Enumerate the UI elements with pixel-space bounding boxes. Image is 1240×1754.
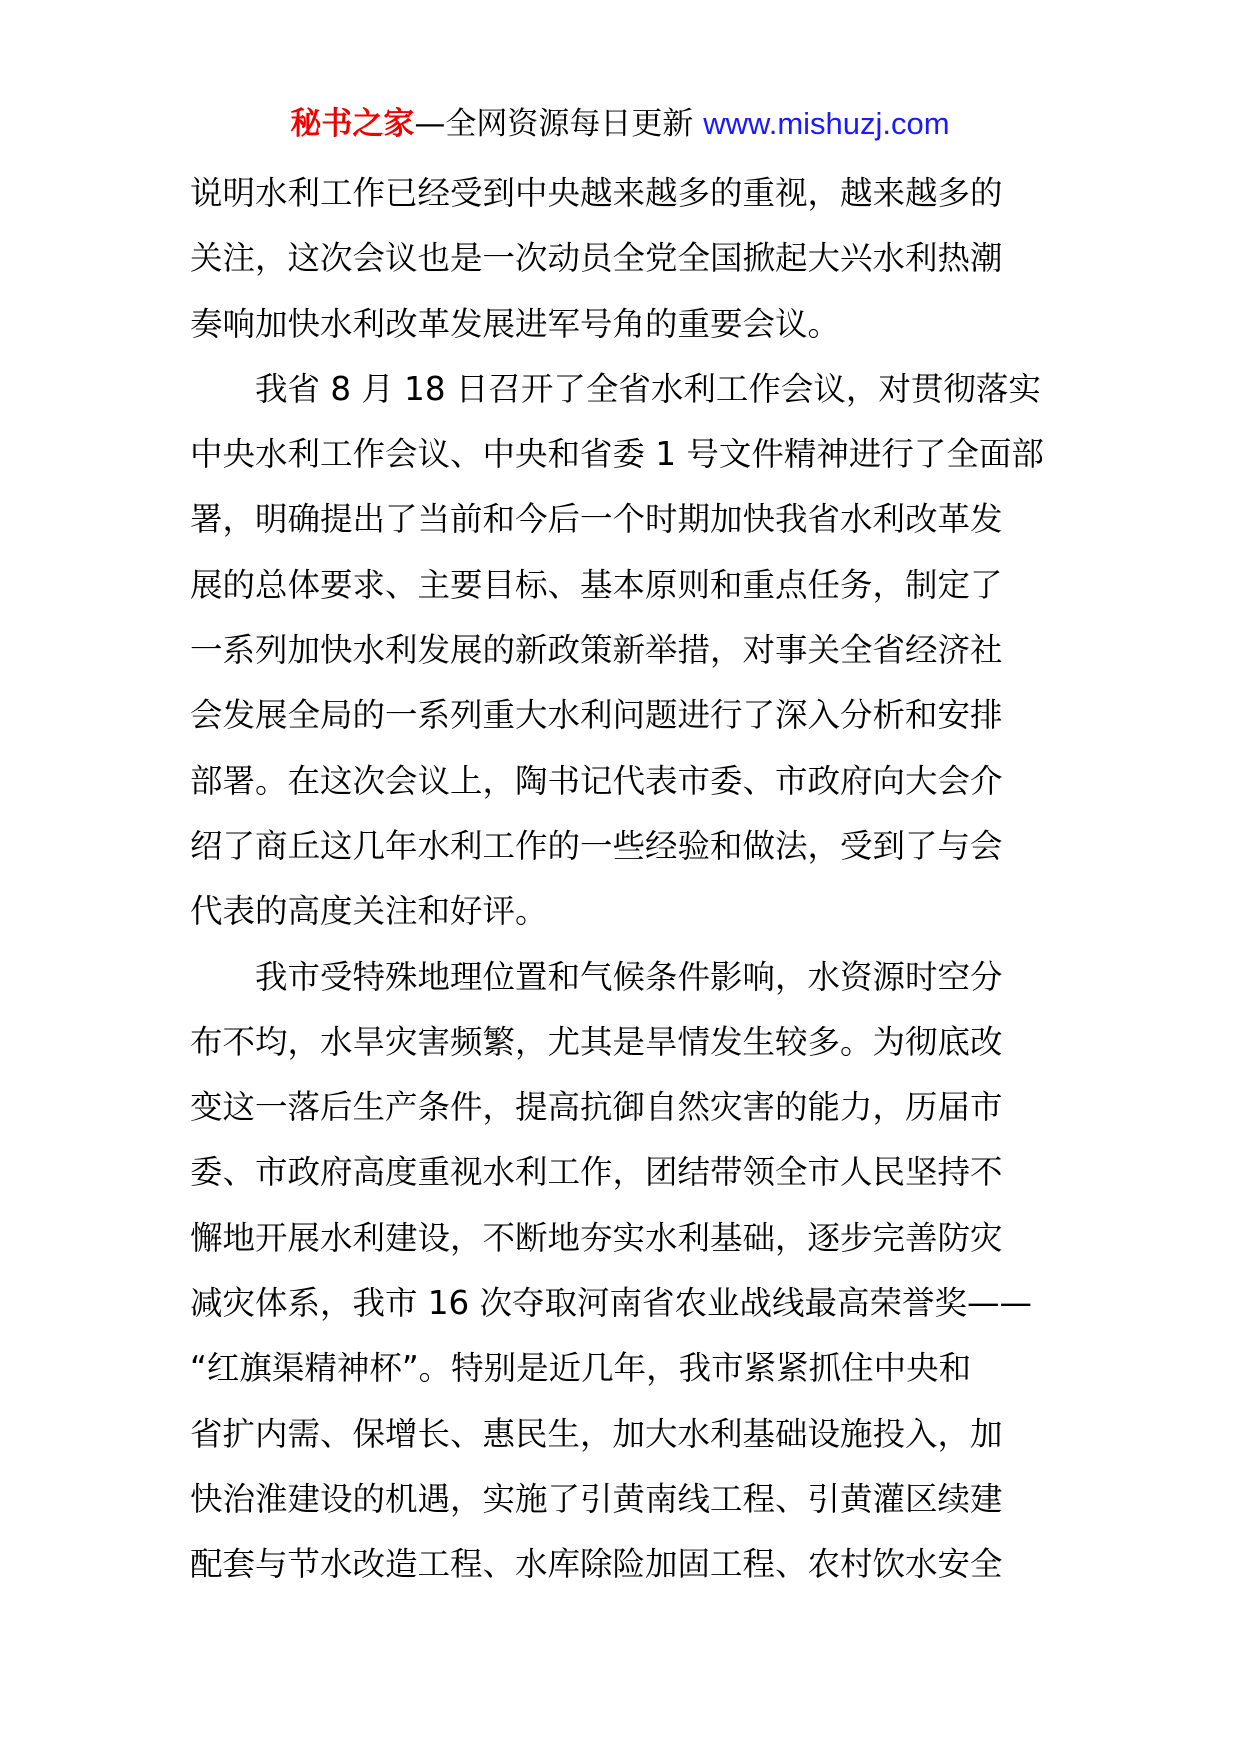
header-tagline: —全网资源每日更新 [414, 106, 694, 142]
text-line: 布不均，水旱灾害频繁，尤其是旱情发生较多。为彻底改 [190, 1022, 1003, 1061]
text-line: 展的总体要求、主要目标、基本原则和重点任务，制定了 [190, 565, 1003, 604]
text-line: 署，明确提出了当前和今后一个时期加快我省水利改革发 [190, 500, 1003, 539]
site-url[interactable]: www.mishuzj.com [703, 106, 950, 141]
document-body [190, 161, 1060, 1598]
text-line: 一系列加快水利发展的新政策新举措，对事关全省经济社 [190, 631, 1003, 670]
text-line: 关注，这次会议也是一次动员全党全国掀起大兴水利热潮 [190, 239, 1003, 278]
text-line: 懈地开展水利建设，不断地夯实水利基础，逐步完善防灾 [190, 1218, 1003, 1257]
text-line: 委、市政府高度重视水利工作，团结带领全市人民坚持不 [190, 1153, 1003, 1192]
text-line: 配套与节水改造工程、水库除险加固工程、农村饮水安全 [190, 1545, 1003, 1584]
paragraph-first-line: 我省 8 月 18 日召开了全省水利工作会议，对贯彻落实 [255, 369, 1041, 408]
page-header [0, 100, 1240, 148]
text-line: 代表的高度关注和好评。 [190, 892, 548, 931]
text-line: 绍了商丘这几年水利工作的一些经验和做法，受到了与会 [190, 826, 1003, 865]
text-line: 中央水利工作会议、中央和省委 1 号文件精神进行了全面部 [190, 435, 1044, 474]
text-line: 说明水利工作已经受到中央越来越多的重视，越来越多的 [190, 174, 1003, 212]
text-line: 变这一落后生产条件，提高抗御自然灾害的能力，历届市 [190, 1088, 1003, 1127]
text-line: 省扩内需、保增长、惠民生，加大水利基础设施投入，加 [190, 1414, 1003, 1453]
brand-name: 秘书之家 [290, 106, 415, 142]
text-line: “红旗渠精神杯”。特别是近几年，我市紧紧抓住中央和 [190, 1349, 972, 1388]
text-line: 减灾体系，我市 16 次夺取河南省农业战线最高荣誉奖—— [190, 1284, 1033, 1323]
text-line: 奏响加快水利改革发展进军号角的重要会议。 [190, 304, 841, 343]
text-line: 快治淮建设的机遇，实施了引黄南线工程、引黄灌区续建 [190, 1479, 1003, 1518]
paragraph-first-line: 我市受特殊地理位置和气候条件影响，水资源时空分 [255, 957, 1003, 996]
text-line: 会发展全局的一系列重大水利问题进行了深入分析和安排 [190, 696, 1003, 735]
text-line: 部署。在这次会议上，陶书记代表市委、市政府向大会介 [190, 761, 1003, 800]
